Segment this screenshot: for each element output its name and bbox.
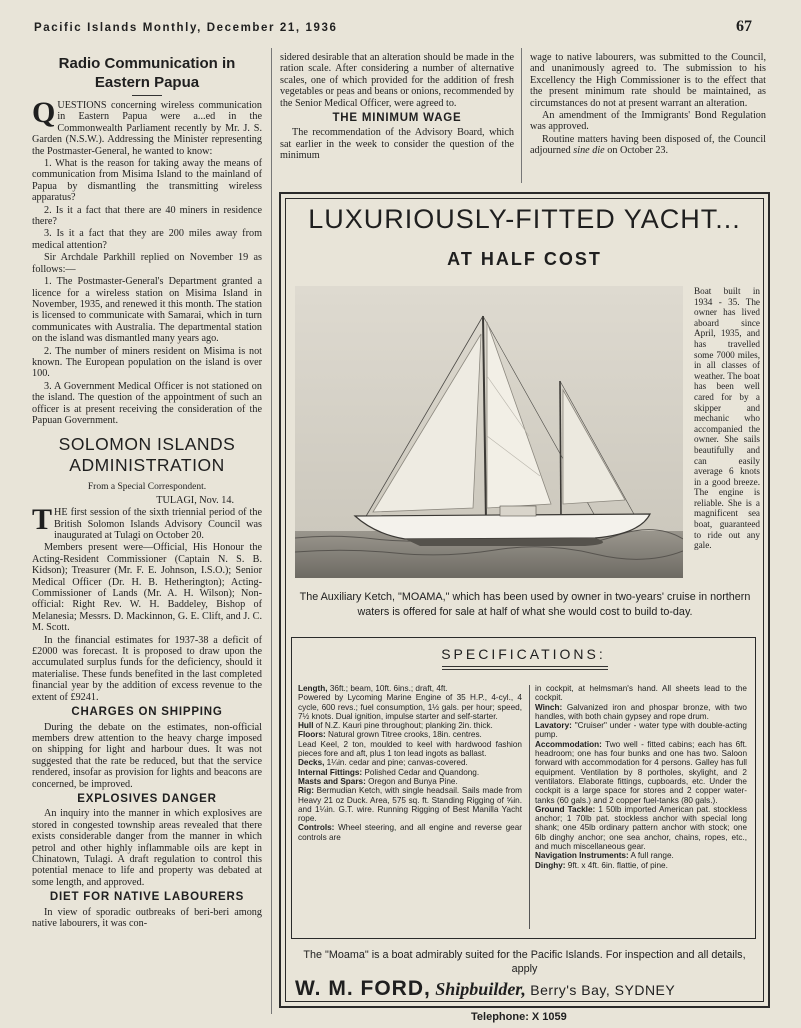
spec-entry	[298, 768, 522, 777]
drop-cap: T	[32, 503, 53, 537]
drop-cap: Q	[32, 96, 56, 129]
running-title: Pacific Islands Monthly, December 21, 1936	[34, 22, 338, 34]
spec-key: Hull	[298, 721, 314, 731]
spec-key: Dinghy:	[535, 860, 566, 870]
spec-value: Oregon and Bunya Pine.	[365, 776, 458, 786]
column-right	[530, 52, 766, 158]
column-middle	[280, 52, 514, 163]
spec-value: Wheel steering, and all engine and reverse gear controls are	[298, 823, 522, 842]
column-divider	[521, 48, 522, 183]
spec-entry	[535, 684, 747, 703]
spec-entry	[535, 851, 747, 860]
paragraph: An inquiry into the manner in which explosives are stored in congested township areas revealed that there exists considerable danger from the manner in which petrol and other highly inflammable oils are kept in Chinatown, Tulagi. A draft regulation to control this potential menace to life and property was debated at some length, and approved.	[32, 808, 262, 888]
spec-key: Masts and Spars:	[298, 776, 366, 786]
paragraph: sidered desirable that an alteration should be made in the ration scale. After considering a number of alternative scales, one of which provided for the addition of fresh vegetables or peas and beans or onions, recommended by the Senior Medical Officer, were agreed to.	[280, 52, 514, 109]
spec-key: Decks,	[298, 758, 325, 768]
paragraph: During the debate on the estimates, non-official members drew attention to the heavy charge imposed on shipping for light and harbour dues. It was not suggested that the rate be reduced, but that the service rendered, insofar as provision for lights and beacons are concerned, be improved.	[32, 721, 262, 790]
paragraph: 2. Is it a fact that there are 40 miners in residence there?	[32, 204, 262, 228]
paragraph: 1. The Postmaster-General's Department granted a licence for a wireless station on Misima Island in November, 1935, and renewed it this month. The station is licensed to communicate with Samarai, which in turn communicates with Australia. The departmental station on the island was dismantled many years ago.	[32, 276, 262, 345]
sailboat-illustration	[295, 286, 683, 578]
specifications-title: SPECIFICATIONS:	[441, 646, 606, 662]
section-heading: THE MINIMUM WAGE	[332, 112, 462, 125]
spec-key: Internal Fittings:	[298, 767, 363, 777]
spec-entry	[535, 721, 747, 740]
spec-entry	[535, 861, 747, 870]
spec-value: Galvanized iron and phospar bronze, with two handles, with both chain gypsey and rope drum.	[535, 702, 747, 721]
spec-entry	[298, 740, 522, 759]
spec-value: 1 50lb imported American pat. stockless anchor; 1 70lb pat. stockless anchor with special long shank; one 45lb ordinary pattern anchor with stock; one 6lb dinghy anchor; one sea anchor, chains, ropes, etc., and much miscellaneous gear.	[535, 804, 747, 852]
spec-key: Ground Tackle:	[535, 804, 596, 814]
paragraph: wage to native labourers, was submitted to the Council, and unanimously agreed to. The submission to his Excellency the High Commissioner is to the effect that the present minimum rate should be maintained, as circumstances do not at present warrant an alteration.	[530, 52, 766, 109]
specs-column-left	[298, 684, 522, 842]
spec-entry	[298, 823, 522, 842]
byline: From a Special Correspondent.	[87, 482, 207, 493]
paragraph: An amendment of the Immigrants' Bond Regulation was approved.	[530, 110, 766, 133]
page-number: 67	[736, 18, 752, 35]
section-heading: DIET FOR NATIVE LABOURERS	[49, 891, 245, 904]
spec-entry	[298, 758, 522, 767]
spec-key: Lavatory:	[535, 721, 572, 731]
paragraph: 2. The number of miners resident on Misima is not known. The European population on the island is over 100.	[32, 345, 262, 380]
spec-entry	[298, 777, 522, 786]
spec-value: in cockpit, at helmsman's hand. All sheets lead to the cockpit.	[535, 684, 747, 703]
advertiser-trade: Shipbuilder,	[435, 979, 526, 999]
spec-key: Winch:	[535, 702, 563, 712]
spec-entry	[535, 805, 747, 851]
spec-entry	[298, 730, 522, 739]
spec-value: A full range.	[628, 851, 674, 861]
paragraph: In view of sporadic outbreaks of beri-beri among native labourers, it was con-	[32, 906, 262, 929]
paragraph: Members present were—Official, His Honour the Acting-Resident Commissioner (Captain N. S. B. Kidson); Treasurer (Mr. F. E. Johnson, I.S.O.); Senior Medical Officer (Dr. H. B. Hetherington); Acting-Commissioner of Lands (Mr. A. H. Wilson); Non-official: Right Rev. W. H. Baddeley, Bishop of Melanesia; Messrs. D. Mackinnon, G. E. Clift, and J. C. M. Scott.	[32, 542, 262, 634]
paragraph: 3. Is it a fact that they are 200 miles away from medical attention?	[32, 228, 262, 251]
spec-entry	[535, 740, 747, 805]
advert-headline: LUXURIOUSLY-FITTED YACHT...	[308, 204, 741, 234]
title-rule	[132, 95, 162, 96]
article-title-solomon: SOLOMON ISLANDS ADMINISTRATION	[58, 434, 236, 476]
advert-side-description: Boat built in 1934 - 35. The owner has lived aboard since April, 1935, and has travelled some 7000 miles, in all classes of weather. The boat has been well cared for by a skipper and mechanic who accompanied the owner. She sails beautifully and can easily average 6 knots in a good breeze. The engine is reliable. She is a magnificent sea boat, guaranteed to ride out any gale.	[694, 286, 760, 551]
advert-subheadline: AT HALF COST	[447, 249, 602, 269]
article-title-radio: Radio Communication in Eastern Papua	[58, 55, 236, 91]
running-header	[34, 18, 752, 40]
spec-value: of N.Z. Kauri pine throughout; planking 2in. thick.	[313, 721, 493, 731]
spec-key: Controls:	[298, 823, 335, 833]
paragraph: 1. What is the reason for taking away the means of communication from Misima Island to the mainland of Papua by dismantling the transmitting wireless apparatus?	[32, 158, 262, 204]
specs-column-right	[535, 684, 747, 870]
paragraph: 3. A Government Medical Officer is not stationed on the island. The question of the appointment of such an officer is at present receiving the consideration of the Papuan Government.	[32, 380, 262, 426]
paragraph: THE first session of the sixth triennial period of the British Solomon Islands Advisory Council was inaugurated at Tulagi on October 20.	[32, 503, 262, 541]
spec-entry	[535, 703, 747, 722]
spec-value: 1¼in. cedar and pine; canvas-covered.	[324, 758, 468, 768]
specifications-box	[291, 637, 756, 939]
spec-value: 9ft. x 4ft. 6in. flattie, of pine.	[565, 860, 668, 870]
spec-entry	[298, 684, 522, 693]
paragraph: Routine matters having been disposed of, the Council adjourned sine die on October 23.	[530, 133, 766, 157]
spec-value: Natural grown Titree crooks, 18in. centres.	[325, 730, 482, 740]
spec-value: 36ft.; beam, 10ft. 6ins.; draft, 4ft.	[327, 684, 448, 693]
spec-value: "Cruiser" under - water type with double-acting pump.	[535, 721, 747, 740]
spec-title-rule	[442, 666, 608, 667]
spec-entry	[298, 721, 522, 730]
column-left	[32, 54, 262, 930]
yacht-advertisement	[279, 192, 770, 1023]
paragraph: In the financial estimates for 1937-38 a deficit of £2000 was forecast. It is proposed to draw upon the accumulated surplus funds for the deficiency, should it materialise. These funds benefited in the last completed financial year by the addition of excess revenue to the extent of £9241.	[32, 634, 262, 703]
advertiser-line	[295, 977, 755, 1001]
spec-entry	[298, 693, 522, 721]
advertiser-name: W. M. FORD,	[295, 977, 431, 1000]
dateline: TULAGI, Nov. 14.	[156, 494, 234, 506]
column-divider	[271, 48, 272, 1014]
advertiser-location: Berry's Bay, SYDNEY	[530, 982, 676, 998]
spec-title-rule	[442, 669, 608, 670]
spec-value: Two well - fitted cabins; each has 6ft. headroom; one has four bunks and one has two. Saloon forward with accommodation for 4 persons. Galley has full equipment. Ventilation by 8 portholes, skylight, and 2 ventilators. Elaborate fittings, cupboards, etc. Under the cockpit is a large space for stores and 2 copper water-tanks (60 gals.) and 2 copper fuel-tanks (80 gals.).	[535, 739, 747, 805]
paragraph: Sir Archdale Parkhill replied on November 19 as follows:—	[32, 252, 262, 275]
section-heading: EXPLOSIVES DANGER	[77, 792, 217, 805]
spec-value: Polished Cedar and Quandong.	[362, 767, 480, 777]
advertiser-telephone: Telephone: X 1059	[471, 1011, 567, 1023]
spec-value: Powered by Lycoming Marine Engine of 35 H.P., 4-cyl., 4 cycle, 600 revs.; fuel consumption, 1½ gals. per hour; speed, 7½ knots. Dual ignition, impulse starter and self-starter.	[298, 693, 522, 721]
spec-entry	[298, 786, 522, 823]
spec-value: Bermudian Ketch, with single headsail. Sails made from Heavy 21 oz Duck. Area, 575 sq. ft. Standing Rigging of ⅝in. and 1¼in. G.T. wire. Running Rigging of Best Manilla Yacht rope.	[298, 786, 522, 824]
spec-value: Lead Keel, 2 ton, moulded to keel with hardwood fashion pieces fore and aft, plus 1 ton lead ingots as ballast.	[298, 739, 522, 759]
yacht-photo	[295, 286, 683, 578]
spec-column-divider	[529, 685, 530, 929]
spec-key: Navigation Instruments:	[535, 851, 629, 861]
photo-caption: The Auxiliary Ketch, "MOAMA," which has been used by owner in two-years' cruise in northern waters is offered for sale at half of what she would cost to build to-day.	[299, 591, 751, 618]
paragraph: The recommendation of the Advisory Board, which sat earlier in the week to consider the question of the minimum	[280, 127, 514, 162]
spec-key: Length,	[298, 684, 328, 693]
section-heading: CHARGES ON SHIPPING	[71, 706, 223, 719]
paragraph: QUESTIONS concerning wireless communication in Eastern Papua were a...ed in the Commonwealth Parliament recently by Mr. J. S. Garden (N.S.W.). Addressing the Minister representing the Postmaster-General, he wanted to know:	[32, 96, 262, 157]
advert-footer-text: The "Moama" is a boat admirably suited for the Pacific Islands. For inspection and all details, apply	[303, 949, 746, 975]
spec-key: Floors:	[298, 730, 326, 740]
spec-key: Rig:	[298, 786, 314, 796]
spec-key: Accommodation:	[535, 739, 602, 749]
